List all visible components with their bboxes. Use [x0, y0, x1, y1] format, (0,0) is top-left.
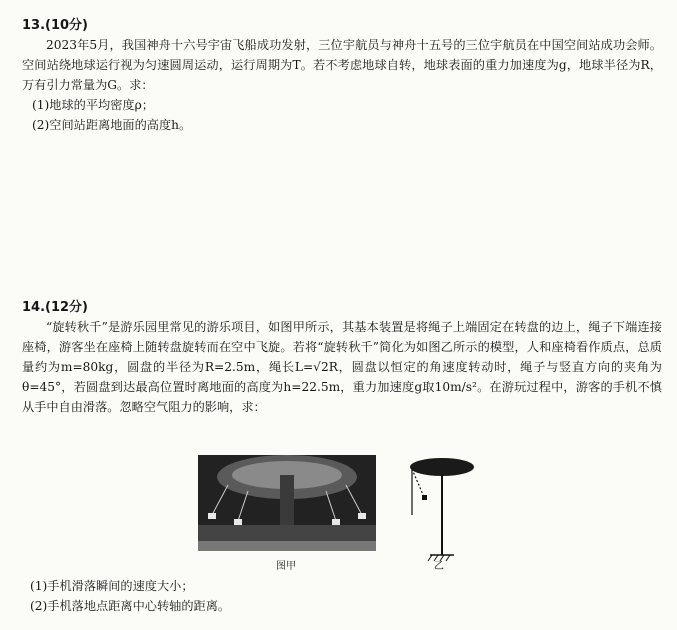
- swing-ride-photo-graphic: [198, 455, 376, 551]
- question-14-part-1: (1)手机滑落瞬间的速度大小；: [30, 579, 194, 593]
- question-13-header: 13.(10分): [22, 18, 89, 33]
- question-14-part-2: (2)手机落地点距离中心转轴的距离。: [30, 599, 231, 613]
- question-14-parts: [30, 576, 650, 616]
- swing-ride-photo: [198, 455, 376, 551]
- question-13-text: 2023年5月，我国神舟十六号宇宙飞船成功发射，三位宇航员与神舟十五号的三位宇航员在中国空间站成功会师。空间站绕地球运行视为匀速圆周运动，运行周期为T。若不考虑地球自转，地球表面的重力加速度为g，地球半径为R，万有引力常量为G。求：: [22, 38, 662, 92]
- question-14: [22, 296, 662, 417]
- question-14-text: “旋转秋千”是游乐园里常见的游乐项目，如图甲所示，其基本装置是将绳子上端固定在转盘的边上，绳子下端连接座椅，游客坐在座椅上随转盘旋转而在空中飞旋。若将“旋转秋千”简化为如图乙所示的模型，人和座椅看作质点，总质量约为m=80kg，圆盘的半径为R=2.5m，绳长L=√2R，圆盘以恒定的角速度转动时，绳子与竖直方向的夹角为θ=45°，若圆盘到达最高位置时离地面的高度为h=22.5m，重力加速度g取10m/s²。在游玩过程中，游客的手机不慎从手中自由滑落。忽略空气阻力的影响，求：: [22, 320, 662, 414]
- swing-model-graphic: [406, 455, 476, 565]
- figure-a-label: 图甲: [276, 561, 296, 572]
- question-13-part-2: (2)空间站距离地面的高度h。: [32, 118, 192, 132]
- question-13: [22, 14, 662, 135]
- question-14-figures: [198, 455, 498, 575]
- question-13-part-1: (1)地球的平均密度ρ；: [32, 98, 154, 112]
- swing-model-diagram: [406, 455, 476, 565]
- figure-b-label: 乙: [434, 561, 444, 572]
- question-14-header: 14.(12分): [22, 300, 89, 315]
